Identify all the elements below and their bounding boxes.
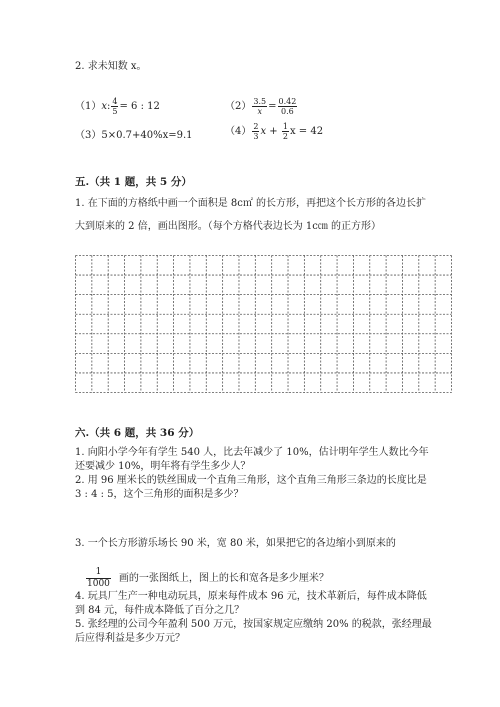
question-text: 2. 用 96 厘米长的铁丝围成一个直角三角形，这个直角三角形三条边的长度比是 — [75, 475, 427, 486]
equation-2: （2） $\frac{3.5}{x}$ = $\frac{0.42}{0.6}$ — [225, 97, 297, 116]
fraction: $\frac{4}{5}$ — [112, 97, 118, 116]
fraction: $\frac{0.42}{0.6}$ — [278, 97, 297, 116]
fraction: $\frac{2}{3}$ — [253, 122, 259, 141]
question-text: 4. 玩具厂生产一种电动玩具，原来每件成本 96 元，技术革新后，每件成本降低 — [75, 591, 427, 602]
question-text: 大到原来的 2 倍，画出图形。（每个方格代表边长为 1c㎝ 的正方形） — [75, 221, 382, 232]
question-text: 3 : 4 : 5，这个三角形的面积是多少？ — [75, 489, 244, 500]
question-text: 1. 向阳小学今年有学生 540 人，比去年减少了 10%，估计明年学生人数比今年 — [75, 447, 429, 458]
question-heading: 2. 求未知数 x。 — [75, 61, 147, 72]
section-title: 六.（共 6 题，共 36 分） — [75, 427, 200, 439]
question-text: 3. 一个长方形游乐场长 90 米，宽 80 米，如果把它的各边缩小到原来的 — [75, 538, 396, 549]
equation-4: （4） $\frac{2}{3}$ x + $\frac{1}{2}$ x = 42 — [225, 122, 324, 141]
equation-1: （1）x: $\frac{4}{5}$ = 6 : 12 — [75, 97, 160, 116]
equation-3: （3）5×0.7+40%x=9.1 — [75, 130, 193, 141]
fraction: $\frac{3.5}{x}$ — [253, 97, 267, 116]
section-title: 五.（共 1 题，共 5 分） — [75, 176, 192, 188]
fraction: $\frac{1}{2}$ — [282, 122, 288, 141]
question-text: 5. 张经理的公司今年盈利 500 万元，按国家规定应缴纳 20% 的税款，张经理最 — [75, 619, 432, 630]
question-text: 后应得利益是多少万元？ — [75, 633, 185, 644]
question-text: 到 84 元，每件成本降低了百分之几？ — [75, 605, 245, 616]
question-text-line: $\frac{1}{1000}$ 画的一张图纸上，图上的长和宽各是多少厘米？ — [87, 567, 329, 589]
question-text: 1. 在下面的方格纸中画一个面积是 8c㎡ 的长方形，再把这个长方形的各边长扩 — [75, 198, 427, 209]
grid-paper — [75, 255, 452, 393]
question-text: 还要减少 10%，明年将有学生多少人？ — [75, 461, 251, 472]
fraction: $\frac{1}{1000}$ — [87, 567, 110, 589]
